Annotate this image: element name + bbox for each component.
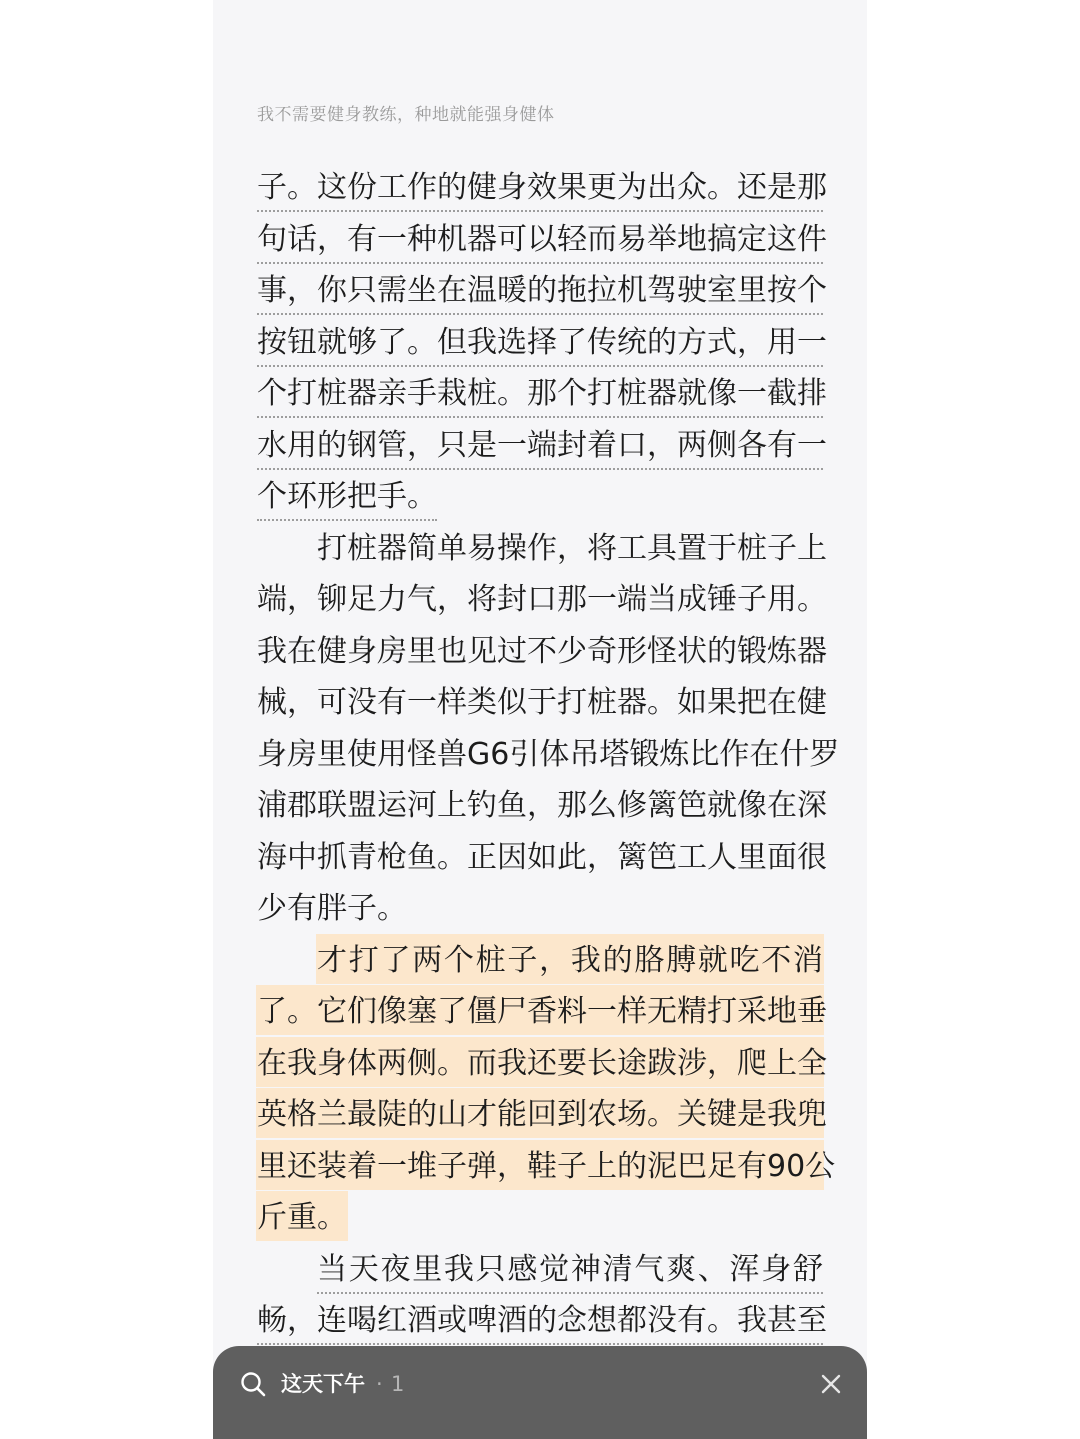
book-title: 我不需要健身教练，种地就能强身健体: [257, 105, 555, 125]
line-text[interactable]: 畅，连喝红酒或啤酒的念想都没有。我甚至: [257, 1295, 823, 1345]
line-text[interactable]: 身房里使用怪兽G6引体吊塔锻炼比作在什罗: [257, 736, 840, 772]
text-line: [257, 368, 827, 420]
text-line: [257, 317, 827, 369]
text-line: [257, 420, 827, 472]
text-line: [257, 729, 840, 781]
line-text[interactable]: 当天夜里我只感觉神清气爽、浑身舒: [317, 1244, 823, 1294]
line-text[interactable]: 少有胖子。: [257, 891, 407, 926]
line-text[interactable]: 我在健身房里也见过不少奇形怪状的锻炼器: [257, 633, 827, 669]
text-line: [257, 935, 823, 987]
text-line: [257, 1089, 827, 1141]
text-line: [257, 1192, 823, 1244]
text-line: [257, 523, 827, 575]
text-line: [257, 162, 827, 214]
text-line: [257, 1244, 823, 1296]
text-line: [257, 1141, 836, 1193]
text-line: [257, 1038, 827, 1090]
highlighted-line-text[interactable]: 了。它们像塞了僵尸香料一样无精打采地垂: [257, 986, 823, 1034]
text-line: [257, 883, 823, 935]
reader-text[interactable]: [257, 162, 840, 1347]
reader-page: [213, 0, 867, 1439]
line-text[interactable]: 海中抓青枪鱼。正因如此，篱笆工人里面很: [257, 839, 827, 875]
line-text[interactable]: 事，你只需坐在温暖的拖拉机驾驶室里按个: [257, 265, 823, 315]
line-text[interactable]: 打桩器简单易操作，将工具置于桩子上: [317, 530, 827, 566]
highlighted-line-text[interactable]: 里还装着一堆子弹，鞋子上的泥巴足有90公: [257, 1141, 823, 1189]
search-icon[interactable]: [239, 1370, 267, 1398]
highlighted-line-text[interactable]: 在我身体两侧。而我还要长途跋涉，爬上全: [257, 1038, 823, 1086]
search-result-count: 1: [391, 1372, 405, 1396]
search-separator: ·: [376, 1372, 383, 1396]
search-query-text[interactable]: 这天下午: [281, 1372, 365, 1396]
line-text[interactable]: 浦郡联盟运河上钓鱼，那么修篱笆就像在深: [257, 788, 827, 823]
text-line: [257, 574, 827, 626]
highlighted-line-text[interactable]: 斤重。: [257, 1192, 347, 1240]
text-line: [257, 832, 827, 884]
text-line: [257, 626, 827, 678]
line-text[interactable]: 端，铆足力气，将封口那一端当成锤子用。: [257, 582, 827, 617]
line-text[interactable]: 个环形把手。: [257, 471, 437, 521]
highlighted-line-text[interactable]: 英格兰最陡的山才能回到农场。关键是我兜: [257, 1089, 823, 1137]
search-result-bar[interactable]: [213, 1346, 867, 1439]
highlighted-line-text[interactable]: 才打了两个桩子，我的胳膊就吃不消: [317, 935, 823, 983]
line-text[interactable]: 按钮就够了。但我选择了传统的方式，用一: [257, 317, 823, 367]
line-text[interactable]: 句话，有一种机器可以轻而易举地搞定这件: [257, 214, 823, 264]
close-icon[interactable]: [819, 1372, 843, 1396]
text-line: [257, 677, 827, 729]
text-line: [257, 1295, 827, 1347]
line-text[interactable]: 水用的钢管，只是一端封着口，两侧各有一: [257, 420, 823, 470]
text-line: [257, 471, 823, 523]
line-text[interactable]: 子。这份工作的健身效果更为出众。还是那: [257, 162, 823, 212]
text-line: [257, 265, 827, 317]
line-text[interactable]: 械，可没有一样类似于打桩器。如果把在健: [257, 685, 827, 720]
text-line: [257, 780, 827, 832]
line-text[interactable]: 个打桩器亲手栽桩。那个打桩器就像一截排: [257, 368, 823, 418]
text-line: [257, 986, 827, 1038]
text-line: [257, 214, 827, 266]
